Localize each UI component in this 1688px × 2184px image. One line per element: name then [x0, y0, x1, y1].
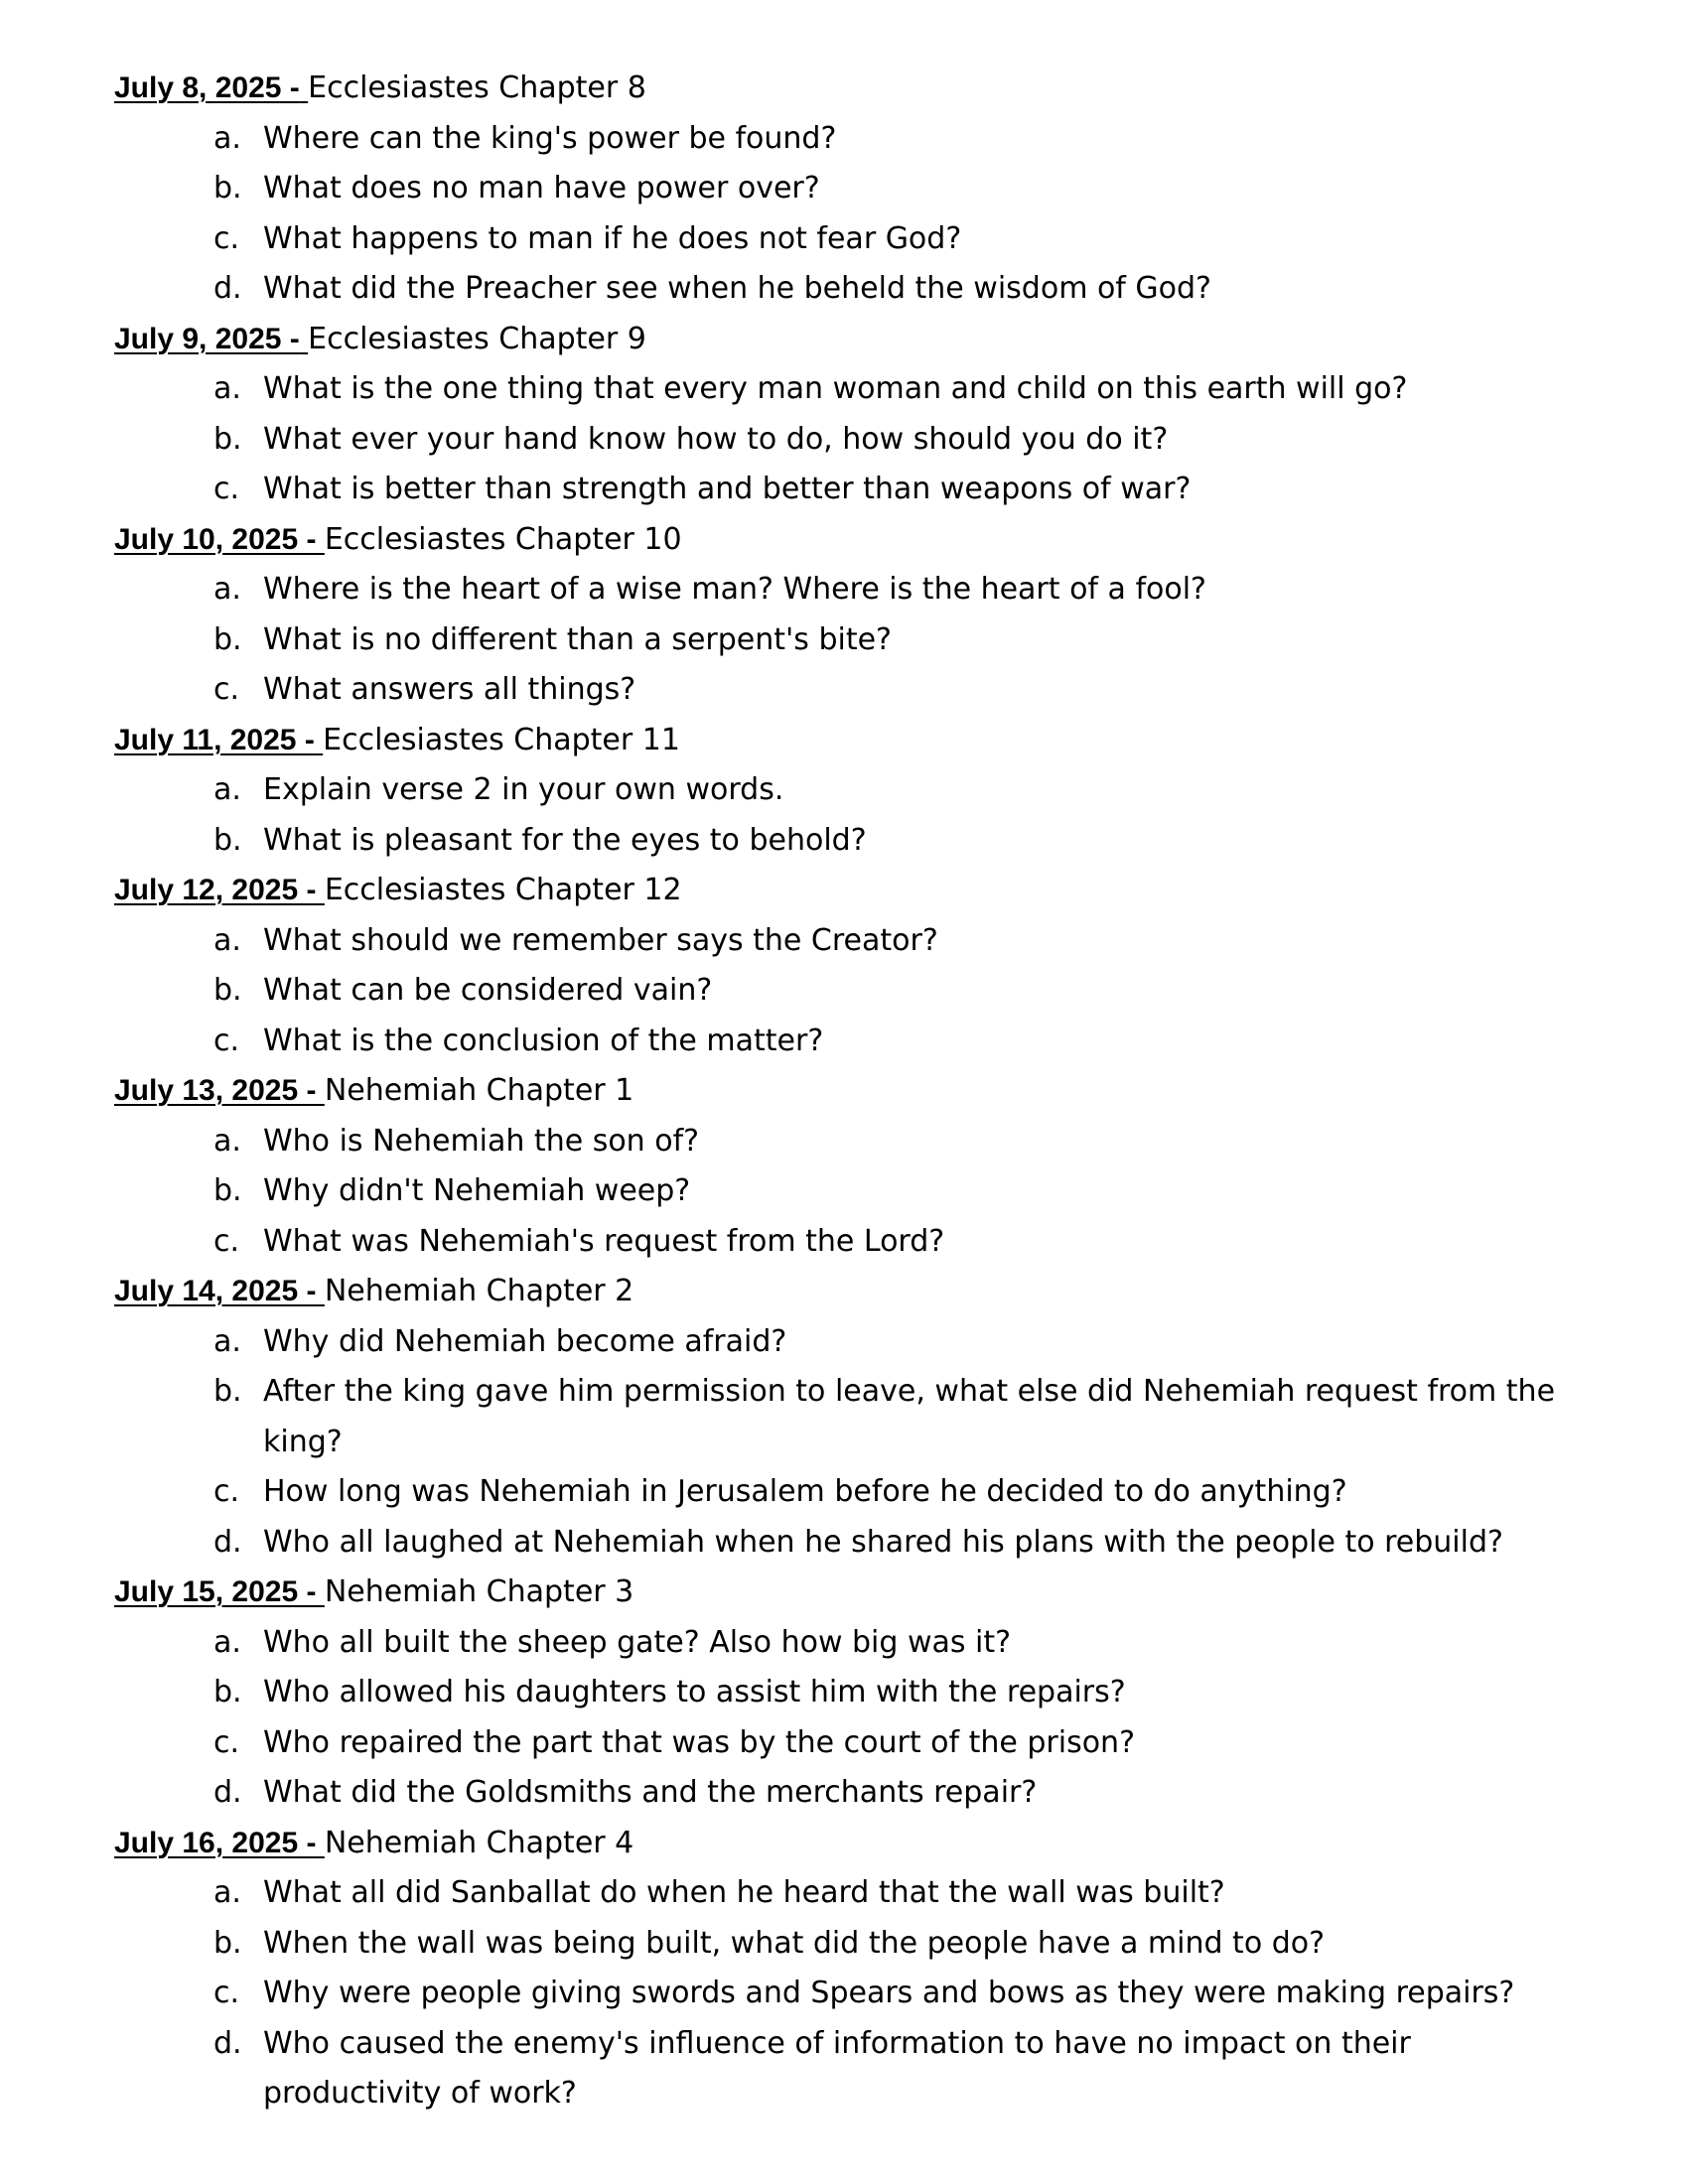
entry-chapter: Nehemiah Chapter 1	[324, 1073, 634, 1108]
question-letter: b.	[213, 1173, 242, 1208]
entry-chapter: Ecclesiastes Chapter 12	[324, 873, 682, 907]
entry-heading	[114, 315, 1614, 365]
question-item	[114, 966, 1614, 1017]
date-underline-gap	[315, 724, 323, 756]
schedule-entry	[114, 315, 1614, 515]
question-text: What happens to man if he does not fear God?	[263, 220, 962, 256]
question-letter: d.	[213, 271, 242, 306]
question-text: What did the Preacher see when he beheld the wisdom of God?	[263, 271, 1211, 306]
question-letter: d.	[213, 1524, 242, 1560]
entry-date: July 11, 2025 -	[114, 723, 315, 756]
schedule-entry	[114, 716, 1614, 867]
question-text: Why were people giving swords and Spears and bows as they were making repairs?	[263, 1976, 1515, 2010]
entry-date: July 14, 2025 -	[114, 1275, 317, 1307]
schedule-entry	[114, 866, 1614, 1066]
question-text: What is the conclusion of the matter?	[263, 1023, 824, 1058]
question-text: What is better than strength and better than weapons of war?	[263, 472, 1192, 506]
question-letter: b.	[213, 1925, 242, 1961]
entry-date: July 16, 2025 -	[114, 1826, 317, 1859]
question-item	[114, 114, 1614, 165]
question-text: After the king gave him permission to leave, what else did Nehemiah request from the king?	[263, 1374, 1556, 1459]
date-underline-gap	[316, 874, 324, 906]
question-list	[114, 565, 1614, 716]
date-underline-gap	[300, 323, 308, 355]
schedule-entry	[114, 1568, 1614, 1819]
entry-chapter: Ecclesiastes Chapter 9	[308, 321, 646, 356]
schedule-entry	[114, 1819, 1614, 2119]
question-text: What is no different than a serpent's bite?	[263, 621, 892, 657]
question-letter: c.	[213, 1474, 240, 1509]
question-text: What is pleasant for the eyes to behold?	[263, 822, 867, 858]
entry-chapter: Ecclesiastes Chapter 11	[323, 722, 680, 757]
question-item	[114, 1768, 1614, 1819]
question-letter: a.	[213, 572, 241, 607]
question-item	[114, 1868, 1614, 1919]
question-text: Where is the heart of a wise man? Where is the heart of a fool?	[263, 572, 1206, 607]
question-letter: c.	[213, 472, 240, 506]
question-item	[114, 1317, 1614, 1368]
question-letter: a.	[213, 1123, 241, 1159]
question-item	[114, 1668, 1614, 1718]
question-text: Why didn't Nehemiah weep?	[263, 1173, 691, 1208]
question-text: What was Nehemiah's request from the Lord?	[263, 1223, 945, 1259]
question-text: How long was Nehemiah in Jerusalem before he decided to do anything?	[263, 1474, 1347, 1509]
question-text: Why did Nehemiah become afraid?	[263, 1323, 787, 1359]
question-text: Who all built the sheep gate? Also how big was it?	[263, 1624, 1012, 1660]
question-item	[114, 1518, 1614, 1569]
question-item	[114, 164, 1614, 214]
date-underline-gap	[316, 523, 324, 556]
question-list	[114, 1117, 1614, 1268]
question-item	[114, 665, 1614, 716]
question-text: When the wall was being built, what did the people have a mind to do?	[263, 1925, 1326, 1961]
question-list	[114, 765, 1614, 866]
question-text: Who repaired the part that was by the court of the prison?	[263, 1724, 1135, 1760]
date-underline-gap	[316, 1827, 324, 1859]
question-letter: a.	[213, 371, 241, 406]
question-text: Who caused the enemy's influence of information to have no impact on their productivity of work?	[263, 2025, 1411, 2111]
question-list	[114, 916, 1614, 1067]
question-letter: b.	[213, 1374, 242, 1409]
entry-chapter: Ecclesiastes Chapter 8	[308, 70, 646, 105]
question-letter: b.	[213, 171, 242, 205]
question-item	[114, 565, 1614, 615]
question-item	[114, 364, 1614, 415]
entry-chapter: Ecclesiastes Chapter 10	[324, 521, 682, 557]
schedule-entry	[114, 1267, 1614, 1568]
question-item	[114, 1166, 1614, 1217]
question-item	[114, 465, 1614, 515]
entry-heading	[114, 1066, 1614, 1117]
entry-heading	[114, 515, 1614, 566]
question-item	[114, 1618, 1614, 1669]
question-list	[114, 1618, 1614, 1819]
question-item	[114, 1718, 1614, 1769]
question-letter: a.	[213, 120, 241, 156]
entry-chapter: Nehemiah Chapter 4	[324, 1825, 634, 1860]
question-item	[114, 1017, 1614, 1067]
entry-chapter: Nehemiah Chapter 3	[324, 1574, 634, 1609]
question-letter: b.	[213, 421, 242, 457]
schedule-entry	[114, 1066, 1614, 1267]
question-text: What should we remember says the Creator?	[263, 922, 938, 958]
question-item	[114, 1117, 1614, 1167]
question-letter: a.	[213, 1875, 241, 1910]
question-letter: b.	[213, 621, 242, 657]
question-item	[114, 1367, 1614, 1467]
question-item	[114, 2019, 1614, 2119]
schedule-entry	[114, 515, 1614, 716]
question-item	[114, 1969, 1614, 2019]
question-letter: c.	[213, 1223, 240, 1259]
question-text: Who is Nehemiah the son of?	[263, 1123, 700, 1159]
question-text: What can be considered vain?	[263, 973, 713, 1008]
question-text: Who all laughed at Nehemiah when he shared his plans with the people to rebuild?	[263, 1524, 1503, 1560]
question-item	[114, 816, 1614, 867]
question-text: What all did Sanballat do when he heard that the wall was built?	[263, 1875, 1225, 1910]
question-text: What answers all things?	[263, 672, 636, 707]
question-letter: c.	[213, 672, 240, 707]
question-letter: a.	[213, 1323, 241, 1359]
date-underline-gap	[300, 71, 308, 104]
question-item	[114, 1467, 1614, 1518]
question-letter: b.	[213, 1675, 242, 1709]
question-letter: a.	[213, 1624, 241, 1660]
question-letter: d.	[213, 2025, 242, 2061]
question-text: What ever your hand know how to do, how should you do it?	[263, 421, 1169, 457]
question-list	[114, 114, 1614, 315]
question-text: What is the one thing that every man woman and child on this earth will go?	[263, 371, 1408, 406]
entry-heading	[114, 64, 1614, 114]
question-letter: b.	[213, 973, 242, 1008]
reading-schedule	[114, 64, 1614, 2119]
entry-date: July 12, 2025 -	[114, 874, 317, 906]
question-text: Where can the king's power be found?	[263, 120, 837, 156]
question-item	[114, 765, 1614, 816]
question-item	[114, 615, 1614, 666]
entry-date: July 10, 2025 -	[114, 522, 317, 556]
question-letter: c.	[213, 220, 240, 256]
date-underline-gap	[316, 1275, 324, 1307]
question-item	[114, 1217, 1614, 1268]
entry-date: July 8, 2025 -	[114, 71, 300, 104]
entry-chapter: Nehemiah Chapter 2	[324, 1274, 634, 1308]
question-item	[114, 1919, 1614, 1970]
entry-date: July 9, 2025 -	[114, 322, 300, 355]
question-text: What does no man have power over?	[263, 171, 820, 205]
question-letter: d.	[213, 1775, 242, 1810]
date-underline-gap	[316, 1074, 324, 1107]
question-item	[114, 214, 1614, 265]
entry-date: July 15, 2025 -	[114, 1575, 317, 1608]
question-text: Who allowed his daughters to assist him with the repairs?	[263, 1675, 1126, 1709]
question-text: What did the Goldsmiths and the merchants repair?	[263, 1775, 1038, 1810]
date-underline-gap	[316, 1575, 324, 1608]
question-letter: a.	[213, 922, 241, 958]
question-letter: c.	[213, 1023, 240, 1058]
question-list	[114, 364, 1614, 515]
entry-heading	[114, 1267, 1614, 1317]
question-list	[114, 1868, 1614, 2119]
question-item	[114, 415, 1614, 466]
question-letter: b.	[213, 822, 242, 858]
question-item	[114, 264, 1614, 315]
schedule-entry	[114, 64, 1614, 315]
question-letter: c.	[213, 1976, 240, 2010]
question-text: Explain verse 2 in your own words.	[263, 772, 784, 807]
question-letter: c.	[213, 1724, 240, 1760]
entry-date: July 13, 2025 -	[114, 1074, 317, 1107]
entry-heading	[114, 1568, 1614, 1618]
question-item	[114, 916, 1614, 967]
entry-heading	[114, 866, 1614, 916]
entry-heading	[114, 1819, 1614, 1869]
question-list	[114, 1317, 1614, 1569]
entry-heading	[114, 716, 1614, 766]
question-letter: a.	[213, 772, 241, 807]
